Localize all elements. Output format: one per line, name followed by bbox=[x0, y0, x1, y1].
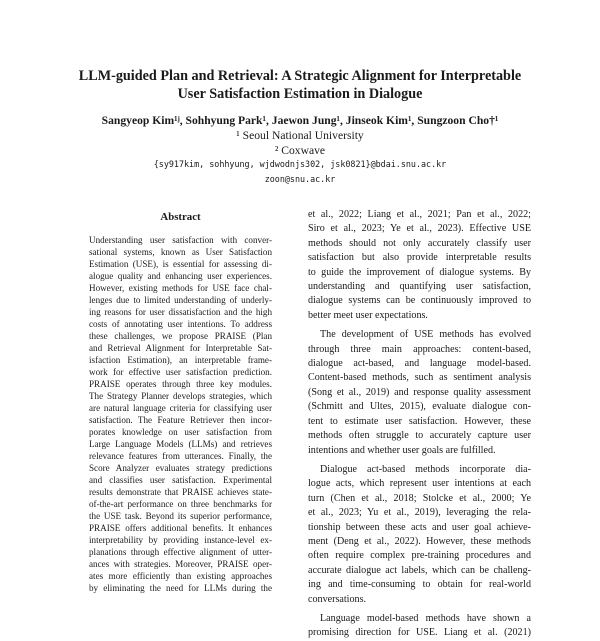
abstract-line: the USE task. Beyond its superior performance, bbox=[89, 511, 272, 521]
abstract-heading: Abstract bbox=[160, 211, 201, 223]
body-line: (Song et al., 2019) and response quality assessment bbox=[308, 386, 531, 398]
abstract-line: alogue quality and enhancing user experiences. bbox=[89, 271, 272, 281]
body-line: satisfaction but also provide interpretable results bbox=[308, 252, 531, 264]
abstract-line: relevance features from utterances. Finally, the bbox=[89, 451, 272, 461]
abstract-line: and Retrieval Alignment for Interpretable Sat- bbox=[89, 343, 272, 353]
body-line: promising direction for USE. Liang et al. (2021) bbox=[308, 627, 531, 639]
abstract-line: Estimation (USE), is essential for assessing di- bbox=[89, 259, 272, 269]
abstract-line: costs of annotating user intentions. To address bbox=[89, 319, 272, 329]
body-line: ing and time-consuming to obtain for real-world bbox=[308, 579, 531, 591]
body-line: Content-based methods, such as sentiment analysis bbox=[308, 372, 531, 384]
body-line: intentions and whether user goals are fulfilled. bbox=[308, 444, 496, 456]
body-line: Language model-based methods have shown a bbox=[320, 612, 531, 624]
abstract-line: by eliminating the need for LLMs during the bbox=[89, 583, 272, 593]
abstract-line: porates knowledge on user satisfaction from bbox=[89, 427, 272, 437]
body-line: dialogue systems can be continuously improved to bbox=[308, 295, 531, 307]
abstract-line: satisfaction. The Feature Retriever then incor- bbox=[89, 415, 272, 425]
body-line: often require complex pre-training procedures and bbox=[308, 550, 531, 562]
body-line: dialogue act-based, and language model-based. bbox=[308, 358, 531, 370]
body-line: ment (Deng et al., 2022). However, these methods bbox=[308, 535, 531, 547]
abstract-line: Large Language Models (LLMs) and retrieves bbox=[89, 439, 272, 449]
body-line: logue acts, which represent user intentions at each bbox=[308, 478, 531, 490]
body-line: accurate dialogue act labels, which can be challeng- bbox=[308, 564, 531, 576]
body-line: Siro et al., 2023; Ye et al., 2023). Effective USE bbox=[308, 223, 531, 235]
body-text-column bbox=[308, 208, 531, 641]
abstract-line: Score Analyzer evaluates strategy predictions bbox=[89, 463, 272, 473]
abstract-line: ances with strategies. Moreover, PRAISE oper- bbox=[89, 559, 272, 569]
body-line: to guide the improvement of dialogue systems. By bbox=[308, 266, 531, 278]
title-line: User Satisfaction Estimation in Dialogue bbox=[177, 86, 423, 102]
body-line: turn (Chen et al., 2018; Stolcke et al., 2000; Ye bbox=[308, 492, 531, 504]
body-line: Dialogue act-based methods incorporate dia- bbox=[320, 463, 531, 475]
abstract-body bbox=[89, 234, 272, 594]
title-line: LLM-guided Plan and Retrieval: A Strategic Alignment for Interpretable bbox=[78, 68, 522, 84]
body-line: methods should not only accurately classify user bbox=[308, 237, 531, 249]
affiliation: ¹ Seoul National University bbox=[236, 129, 364, 142]
body-line: conversations. bbox=[308, 593, 367, 605]
abstract-line: work for effective user satisfaction prediction. bbox=[89, 367, 272, 377]
body-paragraph bbox=[308, 463, 531, 607]
abstract-line: PRAISE operates through three key modules. bbox=[89, 379, 272, 389]
body-line: better meet user expectations. bbox=[308, 309, 428, 321]
abstract-line: are natural language criteria for classifying user bbox=[89, 403, 272, 413]
abstract-line: these challenges, we propose PRAISE (Plan bbox=[89, 331, 272, 341]
abstract-line: of-the-art performance on three benchmarks for bbox=[89, 499, 272, 509]
body-line: et al., 2022; Liang et al., 2021; Pan et al., 2022; bbox=[308, 209, 531, 220]
author-emails: zoon@snu.ac.kr bbox=[264, 174, 336, 184]
abstract-line: isfaction Estimation), an interpretable frame- bbox=[89, 355, 272, 365]
abstract-line: The Strategy Planner develops strategies, which bbox=[89, 391, 272, 401]
author-emails: {sy917kim, sohhyung, wjdwodnjs302, jsk0821}@bdai.snu.ac.kr bbox=[153, 159, 447, 169]
paper-title bbox=[40, 67, 560, 103]
affiliation: ² Coxwave bbox=[274, 144, 326, 157]
abstract-line: However, existing methods for USE face chal- bbox=[89, 283, 272, 293]
body-paragraph bbox=[308, 612, 531, 641]
body-paragraph bbox=[308, 208, 531, 323]
body-line: methods often struggle to accurately capture user bbox=[308, 430, 531, 442]
body-paragraph bbox=[308, 328, 531, 458]
body-line: (Schmitt and Ultes, 2015), evaluate dialogue con- bbox=[308, 401, 531, 413]
body-line: The development of USE methods has evolved bbox=[320, 329, 531, 341]
abstract-line: and classifies user satisfaction. Experimental bbox=[89, 475, 272, 485]
abstract-line: ates more efficiently than existing approaches bbox=[89, 571, 272, 581]
abstract-line: sational systems, known as User Satisfaction bbox=[89, 247, 272, 257]
abstract-line: lenges due to limited understanding of underly- bbox=[89, 295, 272, 305]
abstract-line: Understanding user satisfaction with conver- bbox=[89, 235, 272, 245]
abstract-line: results demonstrate that PRAISE achieves state- bbox=[89, 487, 272, 497]
body-line: tionship between these acts and user goal achieve- bbox=[308, 521, 531, 533]
abstract-line: PRAISE offers additional benefits. It enhances bbox=[89, 523, 272, 533]
author-list: Sangyeop Kim¹ʲ, Sohhyung Park¹, Jaewon Jung¹, Jinseok Kim¹, Sungzoon Cho†¹ bbox=[101, 114, 499, 127]
abstract-line: planations through effective alignment of utter- bbox=[89, 547, 272, 557]
body-line: through three main approaches: content-based, bbox=[308, 343, 531, 355]
abstract-line: interpretability by providing instance-level ex- bbox=[89, 535, 272, 545]
body-line: et al., 2023; Yu et al., 2019), leveraging the rela- bbox=[308, 507, 531, 519]
body-line: understanding and quantifying user satisfaction, bbox=[308, 281, 531, 293]
body-line: tent to estimate user satisfaction. However, these bbox=[308, 415, 531, 427]
abstract-line: ing reasons for user dissatisfaction and the high bbox=[89, 307, 272, 317]
